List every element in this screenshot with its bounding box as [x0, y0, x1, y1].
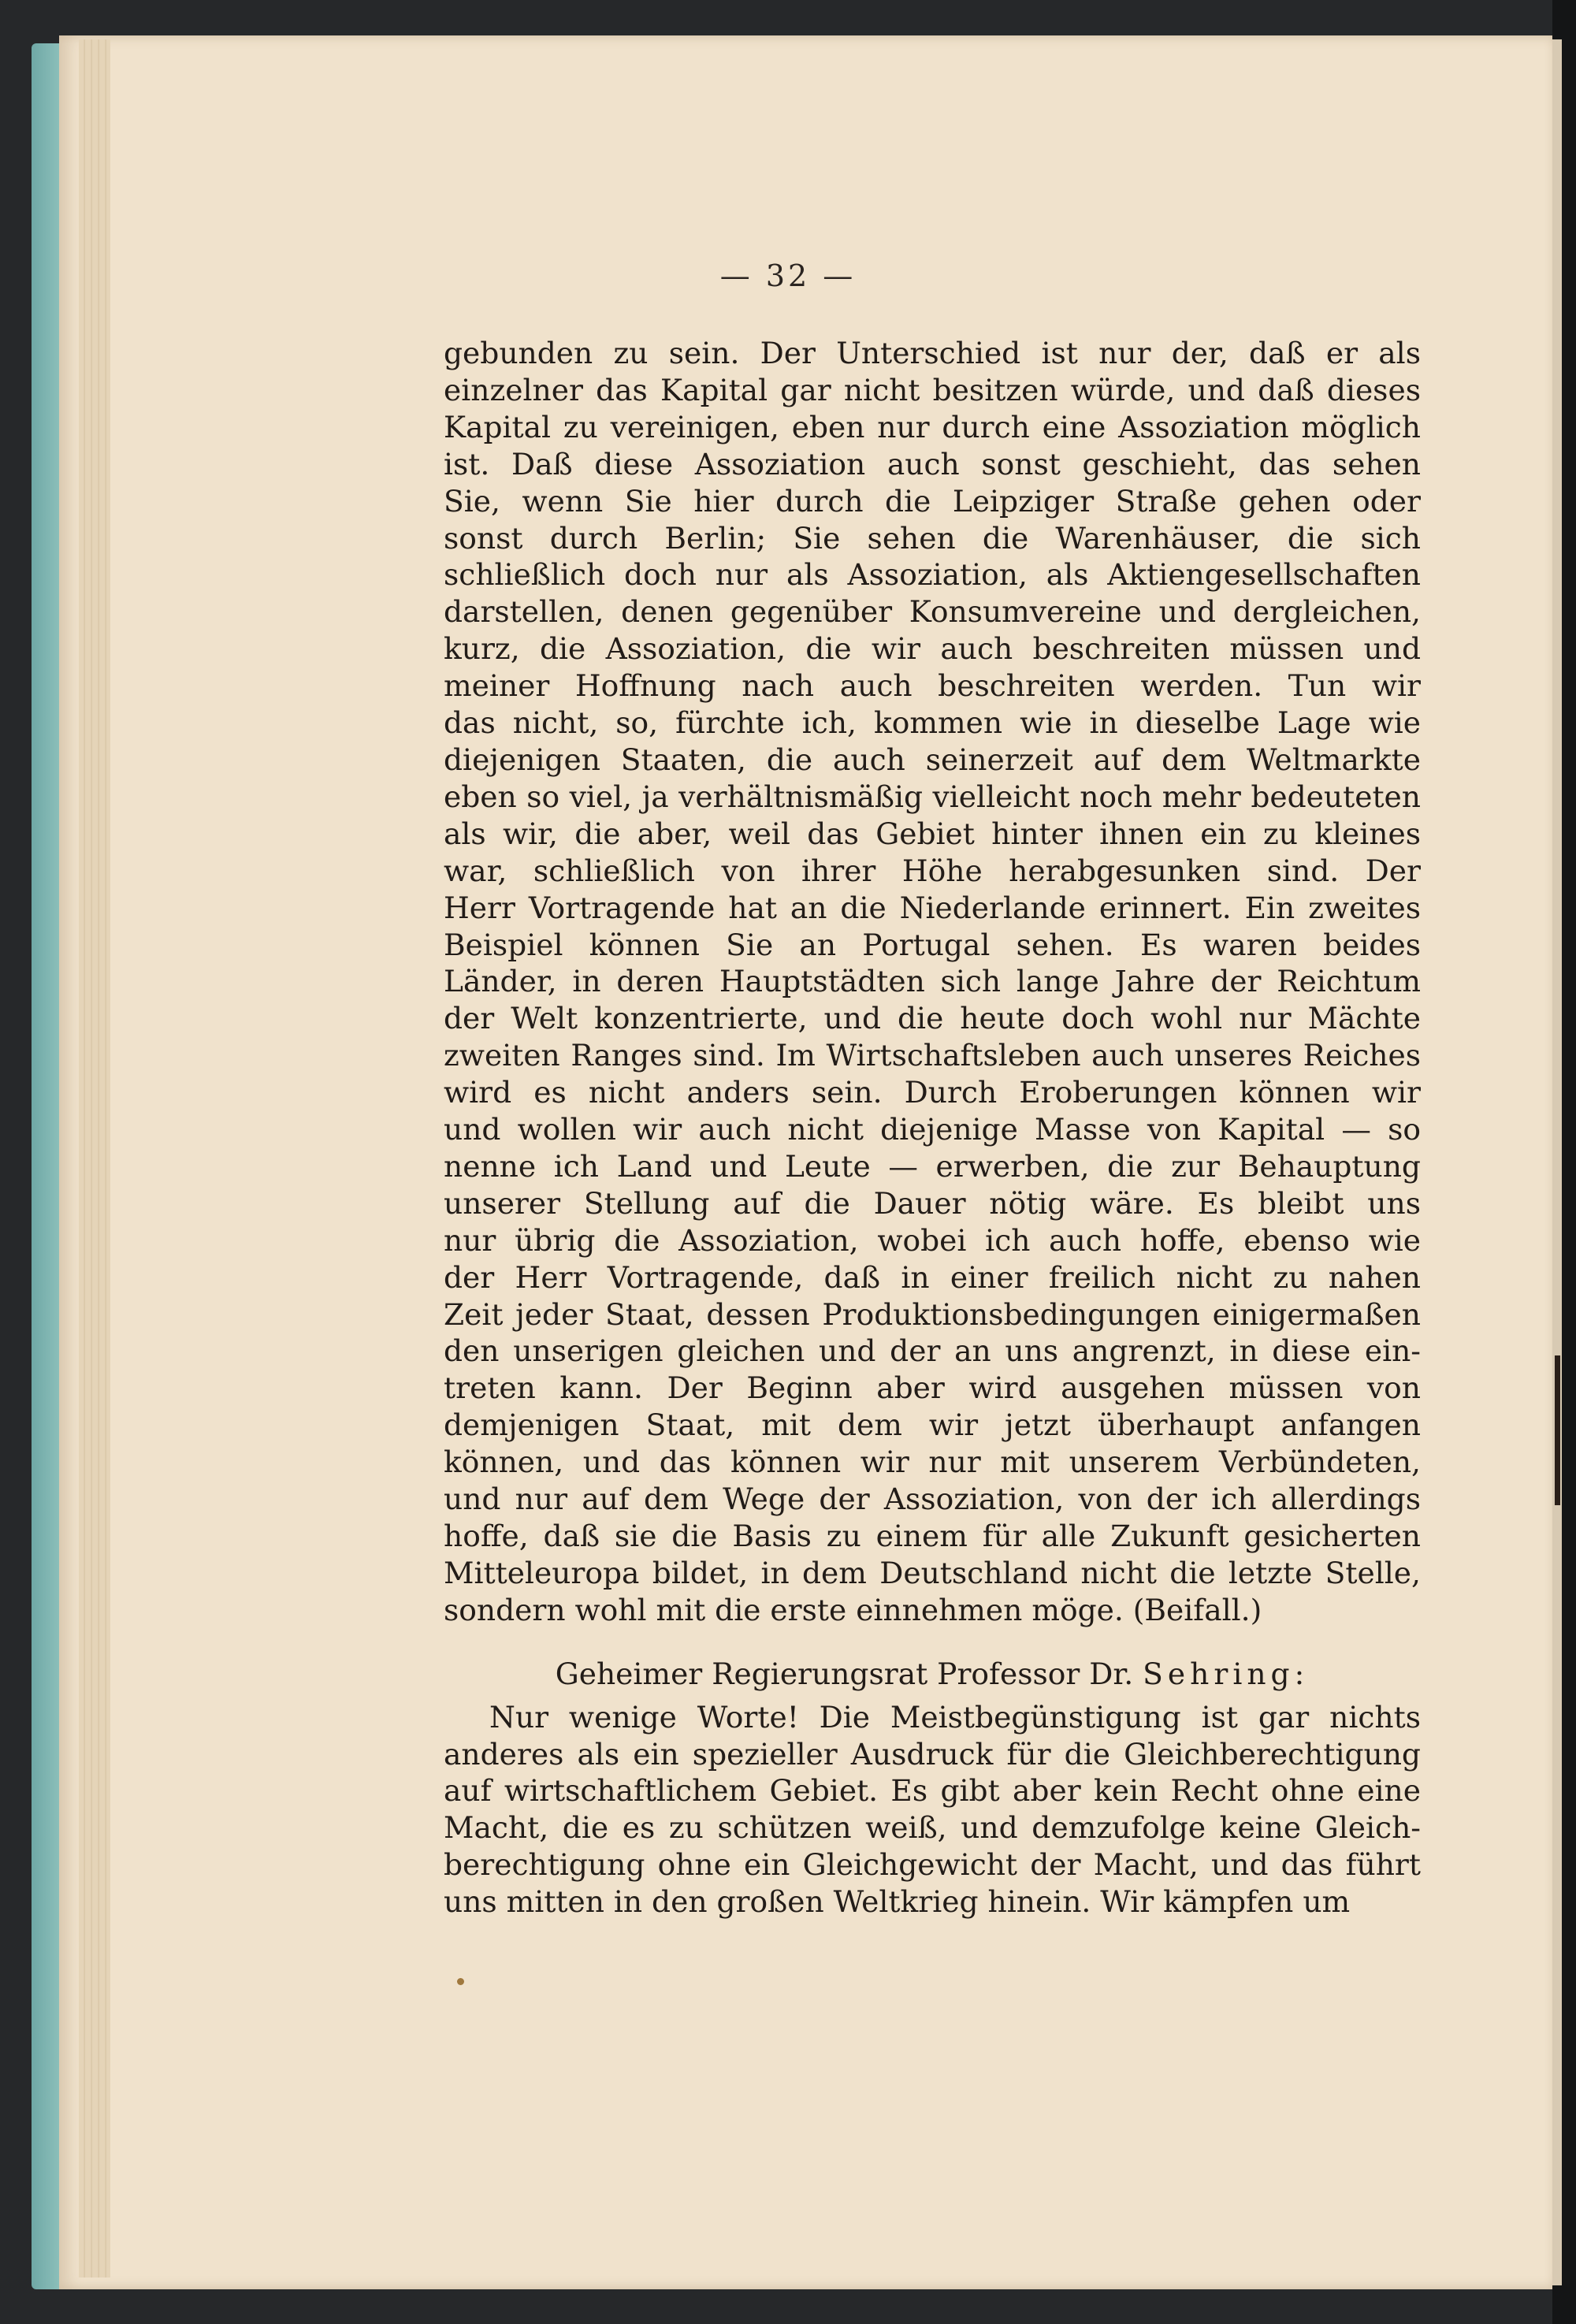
text-line: können, und das können wir nur mit unserem Verbündeten, — [444, 1445, 1421, 1480]
text-line: der Herr Vortragende, daß in einer freilich nicht zu nahen — [444, 1259, 1421, 1295]
text-line: schließlich doch nur als Assoziation, als Aktiengesellschaften — [444, 557, 1421, 593]
text-line: der Welt konzentrierte, und die heute doch wohl nur Mächte — [444, 1001, 1421, 1036]
text-line: Kapital zu vereinigen, eben nur durch eine Assoziation möglich — [444, 409, 1421, 444]
page-number: — 32 — — [719, 258, 857, 293]
text-line: sonst durch Berlin; Sie sehen die Warenhäuser, die sich — [444, 520, 1421, 556]
next-page-edge — [1552, 39, 1562, 2285]
text-line: ist. Daß diese Assoziation auch sonst geschieht, das sehen — [444, 446, 1421, 482]
page-stack-edges — [79, 39, 110, 2278]
text-line: Herr Vortragende hat an die Niederlande erinnert. Ein zweites — [444, 890, 1421, 925]
text-line: meiner Hoffnung nach auch beschreiten werden. Tun wir — [444, 668, 1421, 704]
text-line: eben so viel, ja verhältnismäßig vielleicht noch mehr bedeuteten — [444, 779, 1421, 814]
text-line: den unserigen gleichen und der an uns angrenzt, in diese ein- — [444, 1333, 1421, 1369]
speaker-heading — [444, 1656, 1421, 1693]
text-line: uns mitten in den großen Weltkrieg hinein. Wir kämpfen um — [444, 1884, 1351, 1920]
speech-paragraph-2 — [444, 1699, 1421, 1921]
text-line: als wir, die aber, weil das Gebiet hinter ihnen ein zu kleines — [444, 816, 1421, 851]
text-line: diejenigen Staaten, die auch seinerzeit auf dem Weltmarkte — [444, 742, 1421, 777]
speech-paragraph-1 — [444, 335, 1421, 1629]
text-line: Länder, in deren Hauptstädten sich lange Jahre der Reichtum — [444, 964, 1421, 999]
text-line: demjenigen Staat, mit dem wir jetzt überhaupt anfangen — [444, 1407, 1421, 1443]
text-line: treten kann. Der Beginn aber wird ausgehen müssen von — [444, 1370, 1421, 1406]
text-line: unserer Stellung auf die Dauer nötig wäre. Es bleibt uns — [444, 1185, 1421, 1221]
speaker-name: Sehring: — [1143, 1656, 1310, 1691]
text-line: Nur wenige Worte! Die Meistbegünstigung ist gar nichts — [489, 1699, 1421, 1735]
text-line: gebunden zu sein. Der Unterschied ist nur der, daß er als — [444, 336, 1421, 370]
text-line: und wollen wir auch nicht diejenige Masse von Kapital — so — [444, 1112, 1421, 1147]
text-line: Zeit jeder Staat, dessen Produktionsbedingungen einigermaßen — [444, 1296, 1421, 1332]
text-line: und nur auf dem Wege der Assoziation, von der ich allerdings — [444, 1482, 1421, 1517]
margin-mark — [1555, 1355, 1560, 1505]
text-line: einzelner das Kapital gar nicht besitzen würde, und daß dieses — [444, 372, 1421, 407]
text-line: zweiten Ranges sind. Im Wirtschaftsleben auch unseres Reiches — [444, 1038, 1421, 1073]
text-line: Mitteleuropa bildet, in dem Deutschland nicht die letzte Stelle, — [444, 1555, 1421, 1590]
text-line: nur übrig die Assoziation, wobei ich auch hoffe, ebenso wie — [444, 1222, 1421, 1258]
text-line: Sie, wenn Sie hier durch die Leipziger Straße gehen oder — [444, 483, 1421, 519]
ink-spot — [457, 1978, 464, 1985]
text-line: darstellen, denen gegenüber Konsumvereine und dergleichen, — [444, 594, 1421, 630]
text-line: anderes als ein spezieller Ausdruck für die Gleichberechtigung — [444, 1736, 1421, 1772]
text-line: sondern wohl mit die erste einnehmen möge. (Beifall.) — [444, 1592, 1262, 1627]
text-line: nenne ich Land und Leute — erwerben, die zur Behauptung — [444, 1148, 1421, 1184]
text-line: hoffe, daß sie die Basis zu einem für alle Zukunft gesicherten — [444, 1519, 1421, 1553]
text-line: Beispiel können Sie an Portugal sehen. Es waren beides — [444, 927, 1421, 962]
text-line: auf wirtschaftlichem Gebiet. Es gibt aber kein Recht ohne eine — [444, 1773, 1421, 1809]
text-line: Macht, die es zu schützen weiß, und demzufolge keine Gleich- — [444, 1810, 1421, 1846]
speaker-title: Geheimer Regierungsrat Professor Dr. — [555, 1656, 1134, 1691]
text-line: war, schließlich von ihrer Höhe herabgesunken sind. Der — [444, 853, 1421, 888]
text-line: kurz, die Assoziation, die wir auch beschreiten müssen und — [444, 631, 1421, 667]
page-text — [444, 335, 1421, 1921]
text-line: berechtigung ohne ein Gleichgewicht der Macht, und das führt — [444, 1847, 1421, 1883]
text-line: wird es nicht anders sein. Durch Eroberungen können wir — [444, 1075, 1421, 1110]
text-line: das nicht, so, fürchte ich, kommen wie in dieselbe Lage wie — [444, 705, 1421, 741]
